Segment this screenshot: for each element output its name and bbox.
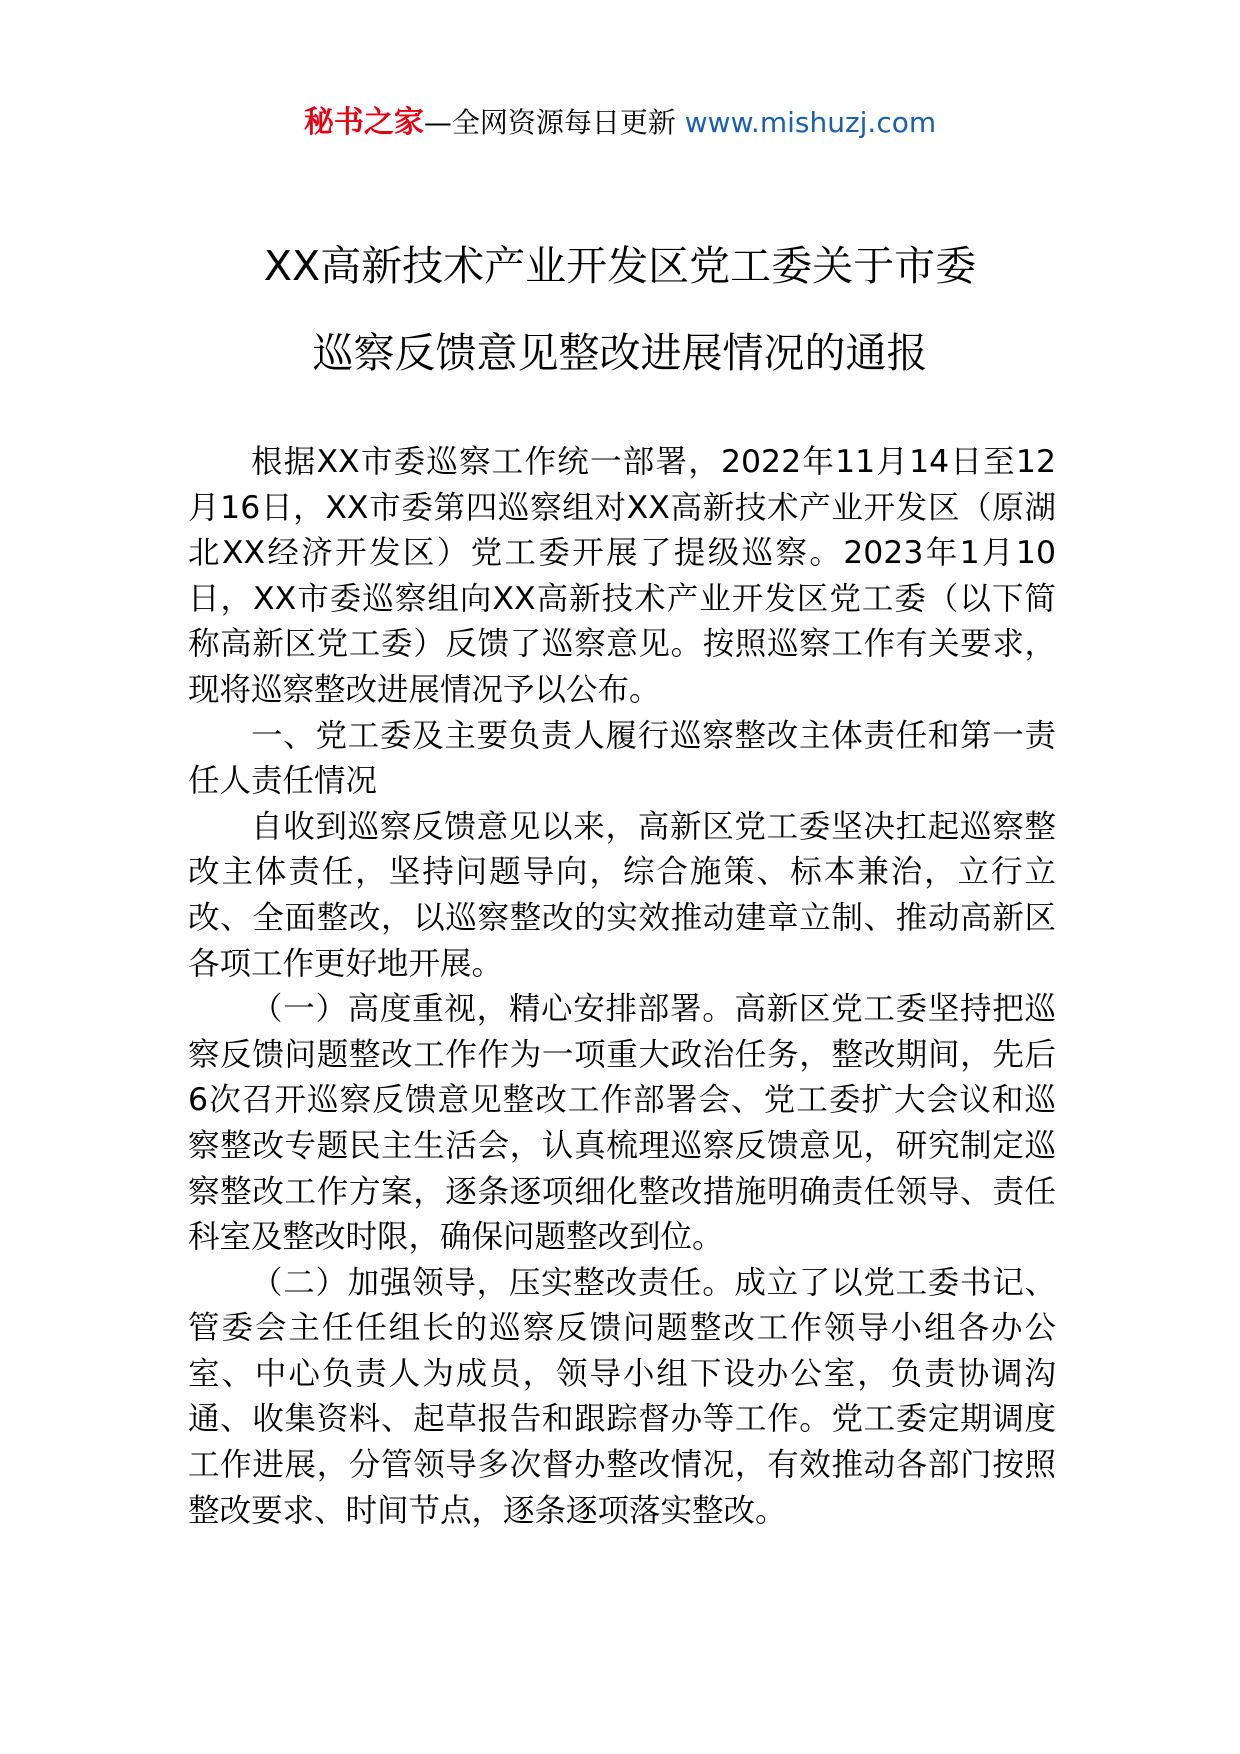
banner-url-link[interactable]: www.mishuzj.com: [684, 106, 937, 139]
body-paragraph-item-2: （二）加强领导，压实整改责任。成立了以党工委书记、管委会主任任组长的巡察反馈问题整改工作领导小组各办公室、中心负责人为成员，领导小组下设办公室，负责协调沟通、收集资料、起草报告和跟踪督办等工作。党工委定期调度工作进展，分管领导多次督办整改情况，有效推动各部门按照整改要求、时间节点，逐条逐项落实整改。: [188, 1264, 1056, 1529]
site-banner: [0, 100, 1240, 146]
section-heading-1: 一、党工委及主要负责人履行巡察整改主体责任和第一责任人责任情况: [188, 717, 1056, 800]
document-body: [188, 440, 1056, 1534]
body-paragraph-item-1: （一）高度重视，精心安排部署。高新区党工委坚持把巡察反馈问题整改工作作为一项重大政治任务，整改期间，先后6次召开巡察反馈意见整改工作部署会、党工委扩大会议和巡察整改专题民主生活会，认真梳理巡察反馈意见，研究制定巡察整改工作方案，逐条逐项细化整改措施明确责任领导、责任科室及整改时限，确保问题整改到位。: [188, 991, 1056, 1256]
document-title-line-1: XX高新技术产业开发区党工委关于市委: [263, 242, 977, 290]
document-title-line-2: 巡察反馈意见整改进展情况的通报: [312, 329, 928, 377]
body-paragraph-intro: 根据XX市委巡察工作统一部署，2022年11月14日至12月16日，XX市委第四巡察组对XX高新技术产业开发区（原湖北XX经济开发区）党工委开展了提级巡察。2023年1月10日，XX市委巡察组向XX高新技术产业开发区党工委（以下简称高新区党工委）反馈了巡察意见。按照巡察工作有关要求，现将巡察整改进展情况予以公布。: [188, 444, 1056, 708]
body-paragraph-section-1: 自收到巡察反馈意见以来，高新区党工委坚决扛起巡察整改主体责任，坚持问题导向，综合施策、标本兼治，立行立改、全面整改，以巡察整改的实效推动建章立制、推动高新区各项工作更好地开展。: [188, 808, 1056, 982]
banner-brand: 秘书之家: [303, 105, 424, 140]
banner-slogan: —全网资源每日更新: [423, 106, 676, 139]
